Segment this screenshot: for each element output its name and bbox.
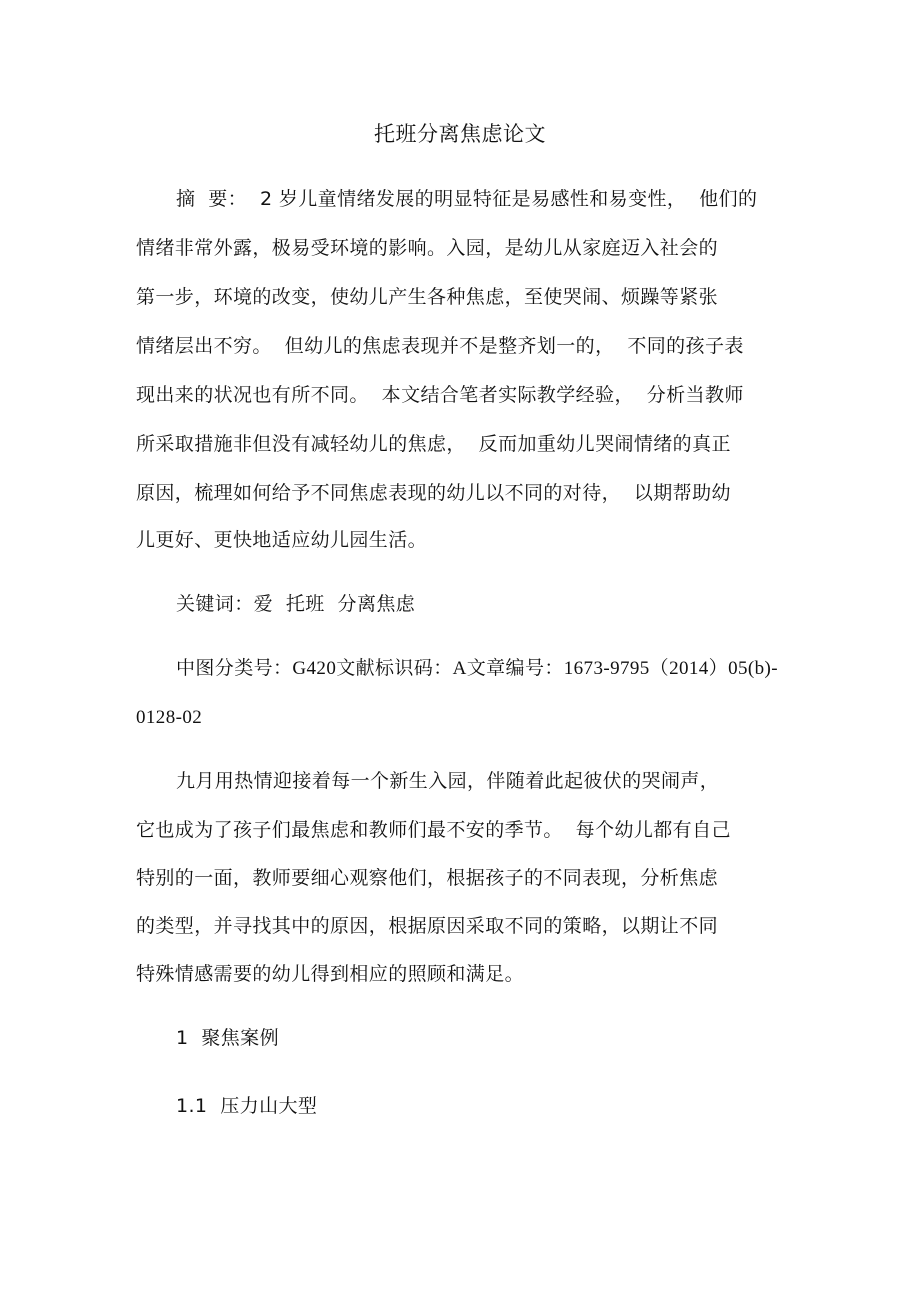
abstract-line-2: 情绪非常外露，极易受环境的影响。入园，是幼儿从家庭迈入社会的 [136,237,719,259]
abstract-line-8: 儿更好、更快地适应幼儿园生活。 [136,529,428,551]
section-heading-1-1: 1.1 压力山大型 [176,1095,318,1117]
abstract-line-4: 情绪层出不穷。 但幼儿的焦虑表现并不是整齐划一的， 不同的孩子表 [136,335,744,357]
body-line-2: 它也成为了孩子们最焦虑和教师们最不安的季节。 每个幼儿都有自己 [136,819,731,841]
body-line-5: 特殊情感需要的幼儿得到相应的照顾和满足。 [136,963,525,985]
keywords-line: 关键词：爱 托班 分离焦虑 [176,593,416,615]
body-line-4: 的类型，并寻找其中的原因，根据原因采取不同的策略，以期让不同 [136,915,719,937]
classification-line-1: 中图分类号：G420文献标识码：A文章编号：1673-9795（2014）05(b)- [176,658,778,679]
section-heading-1: 1 聚焦案例 [176,1027,279,1049]
paper-title: 托班分离焦虑论文 [374,122,546,146]
classification-line-2: 0128-02 [136,707,203,728]
abstract-line-1: 摘 要： 2 岁儿童情绪发展的明显特征是易感性和易变性， 他们的 [176,188,758,210]
body-line-3: 特别的一面，教师要细心观察他们，根据孩子的不同表现，分析焦虑 [136,867,719,889]
abstract-line-3: 第一步，环境的改变，使幼儿产生各种焦虑，至使哭闹、烦躁等紧张 [136,286,719,308]
abstract-line-6: 所采取措施非但没有减轻幼儿的焦虑， 反而加重幼儿哭闹情绪的真正 [136,433,731,455]
body-line-1: 九月用热情迎接着每一个新生入园，伴随着此起彼伏的哭闹声， [176,770,720,792]
abstract-line-5: 现出来的状况也有所不同。 本文结合笔者实际教学经验， 分析当教师 [136,384,744,406]
abstract-line-7: 原因，梳理如何给予不同焦虑表现的幼儿以不同的对待， 以期帮助幼 [136,482,731,504]
